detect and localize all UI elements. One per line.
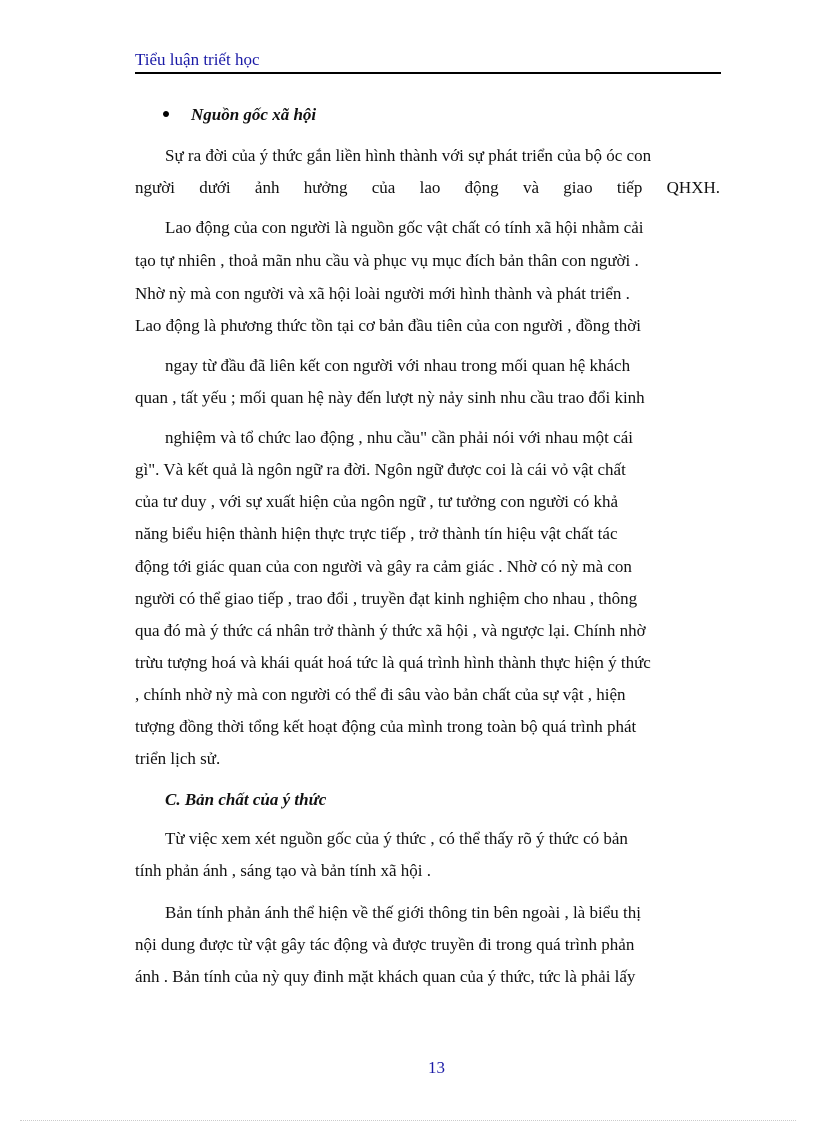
paragraph-line: ánh . Bản tính của nỳ quy đinh mặt khách quan của ý thức, tức là phải lấy — [135, 967, 636, 986]
paragraph-line: Bản tính phản ánh thể hiện về thế giới thông tin bên ngoài , là biểu thị — [165, 903, 641, 922]
paragraph-line: nghiệm và tổ chức lao động , nhu cầu" cần phải nói với nhau một cái — [165, 428, 633, 447]
paragraph-line: Lao động là phương thức tồn tại cơ bản đầu tiên của con người , đồng thời — [135, 316, 641, 335]
paragraph-line: của tư duy , với sự xuất hiện của ngôn ngữ , tư tưởng con người có khả — [135, 492, 619, 511]
paragraph-line: trừu tượng hoá và khái quát hoá tức là quá trình hình thành thực hiện ý thức — [135, 653, 651, 672]
paragraph-line: nội dung được từ vật gây tác động và được truyền đi trong quá trình phản — [135, 935, 635, 954]
paragraph-line: người có thể giao tiếp , trao đổi , truyền đạt kinh nghiệm cho nhau , thông — [135, 589, 638, 608]
paragraph-line: Sự ra đời của ý thức gắn liền hình thành với sự phát triển của bộ óc con — [165, 146, 652, 165]
paragraph-line: , chính nhờ nỳ mà con người có thể đi sâu vào bản chất của sự vật , hiện — [135, 685, 626, 704]
page-header — [135, 50, 721, 74]
page-divider — [20, 1120, 796, 1121]
paragraph-line: gì". Và kết quả là ngôn ngữ ra đời. Ngôn ngữ được coi là cái vỏ vật chất — [135, 460, 626, 479]
paragraph-line: người dưới ảnh hưởng của lao động và giao tiếp QHXH. — [135, 178, 720, 197]
bullet-heading — [165, 105, 316, 125]
bullet-icon — [163, 111, 169, 117]
header-title: Tiểu luận triết học — [135, 50, 260, 69]
paragraph-line: động tới giác quan của con người và gây ra cảm giác . Nhờ có nỳ mà con — [135, 557, 632, 576]
paragraph-line: qua đó mà ý thức cá nhân trở thành ý thức xã hội , và ngược lại. Chính nhờ — [135, 621, 646, 640]
paragraph-line: Từ việc xem xét nguồn gốc của ý thức , có thể thấy rõ ý thức có bản — [165, 829, 628, 848]
bullet-heading-text: Nguồn gốc xã hội — [191, 105, 317, 124]
paragraph-line: Nhờ nỳ mà con người và xã hội loài người mới hình thành và phát triển . — [135, 284, 630, 303]
paragraph-line: tượng đồng thời tổng kết hoạt động của mình trong toàn bộ quá trình phát — [135, 717, 637, 736]
paragraph-line: tạo tự nhiên , thoả mãn nhu cầu và phục vụ mục đích bản thân con người . — [135, 251, 639, 270]
paragraph-line: năng biểu hiện thành hiện thực trực tiếp , trở thành tín hiệu vật chất tác — [135, 524, 618, 543]
paragraph-line: quan , tất yếu ; mối quan hệ này đến lượt nỳ nảy sinh nhu cầu trao đổi kinh — [135, 388, 645, 407]
paragraph-line: tính phản ánh , sáng tạo và bản tính xã hội . — [135, 861, 432, 880]
page-number: 13 — [428, 1058, 445, 1077]
paragraph-line: triển lịch sử. — [135, 749, 221, 768]
paragraph-line: ngay từ đầu đã liên kết con người với nhau trong mối quan hệ khách — [165, 356, 631, 375]
paragraph-line: Lao động của con người là nguồn gốc vật chất có tính xã hội nhằm cải — [165, 218, 644, 237]
section-heading: C. Bản chất của ý thức — [165, 790, 327, 809]
